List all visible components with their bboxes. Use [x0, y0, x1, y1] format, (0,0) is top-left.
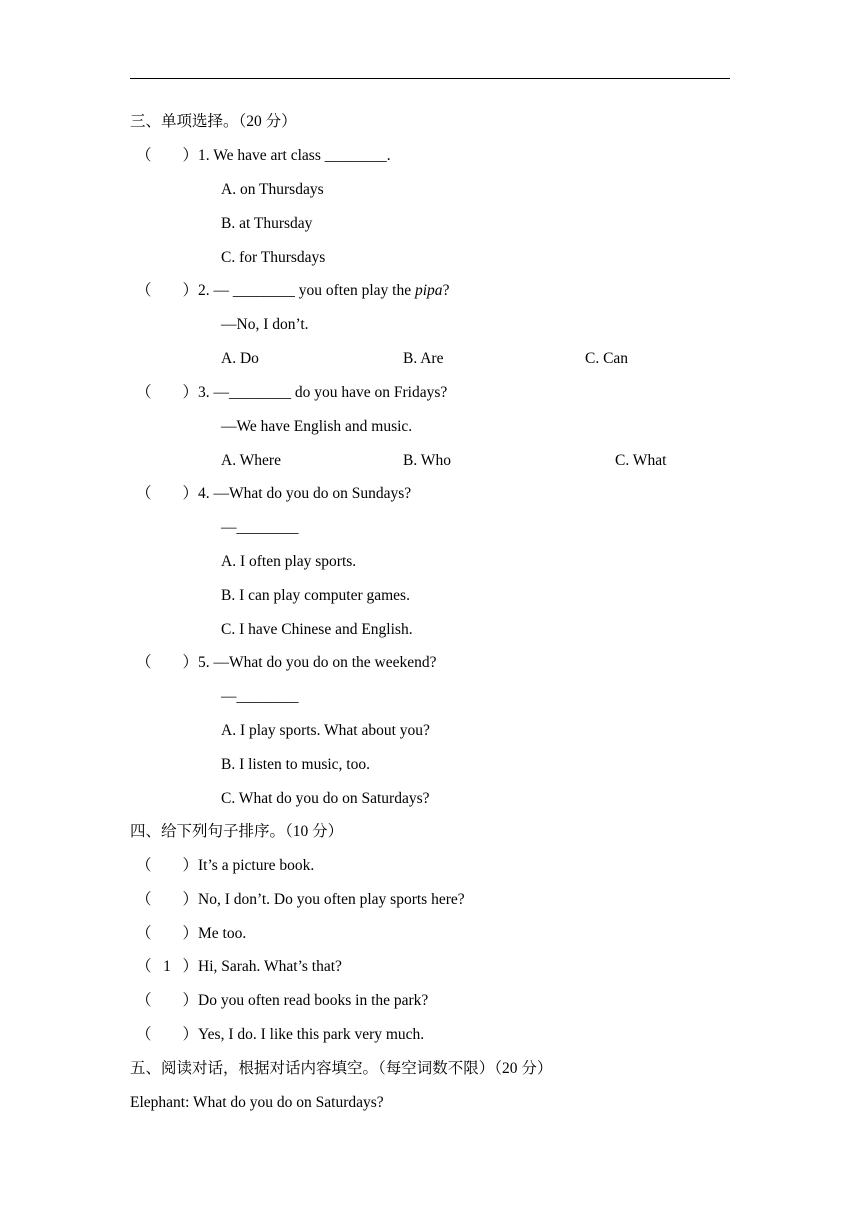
q3-reply: —We have English and music.	[221, 418, 413, 435]
question-text: 1. We have art class ________.	[198, 147, 391, 164]
q3-option-a: A. Where	[221, 452, 281, 469]
ordering-text: Yes, I do. I like this park very much.	[198, 1026, 425, 1043]
ordering-item	[136, 890, 465, 910]
dialogue-line: Elephant: What do you do on Saturdays?	[130, 1094, 384, 1111]
answer-bracket[interactable]: （ ）	[136, 282, 199, 299]
answer-bracket[interactable]: （ ）	[136, 147, 199, 164]
q3-option-c: C. What	[615, 452, 667, 469]
q2-option-c: C. Can	[585, 350, 629, 367]
order-bracket[interactable]: （ ）	[136, 925, 199, 942]
q4-option-b: B. I can play computer games.	[221, 587, 410, 604]
answer-bracket[interactable]: （ ）	[136, 654, 199, 671]
q2-option-a: A. Do	[221, 350, 259, 367]
q4-option-a: A. I often play sports.	[221, 553, 357, 570]
ordering-text: Me too.	[198, 925, 247, 942]
section-5-heading: 五、阅读对话，根据对话内容填空。（每空词数不限）（20 分）	[130, 1060, 553, 1077]
order-bracket[interactable]: （ ）	[136, 891, 199, 908]
ordering-text: No, I don’t. Do you often play sports here?	[198, 891, 465, 908]
ordering-item	[136, 991, 428, 1011]
header-rule	[130, 78, 730, 79]
q1-option-a: A. on Thursdays	[221, 181, 324, 198]
q2-reply: —No, I don’t.	[221, 316, 309, 333]
ordering-item	[136, 856, 314, 876]
question-text: 5. —What do you do on the weekend?	[198, 654, 437, 671]
order-bracket[interactable]: （ ）	[136, 992, 199, 1009]
ordering-text: It’s a picture book.	[198, 857, 315, 874]
question-text-pre: 2. — ________ you often play the	[198, 282, 415, 299]
q4-option-c: C. I have Chinese and English.	[221, 621, 413, 638]
answer-bracket[interactable]: （ ）	[136, 485, 199, 502]
q1-option-c: C. for Thursdays	[221, 249, 326, 266]
question-4	[136, 484, 411, 504]
order-bracket[interactable]: （ ）	[136, 857, 199, 874]
section-3-heading: 三、单项选择。（20 分）	[130, 113, 297, 130]
question-text: 3. —________ do you have on Fridays?	[198, 384, 448, 401]
q5-option-a: A. I play sports. What about you?	[221, 722, 430, 739]
q3-option-b: B. Who	[403, 452, 451, 469]
question-text-post: ?	[442, 282, 450, 299]
ordering-item	[136, 957, 342, 977]
order-bracket[interactable]: （ ）	[136, 1026, 199, 1043]
question-text-italic: pipa	[415, 282, 443, 299]
question-text: 4. —What do you do on Sundays?	[198, 485, 412, 502]
q4-reply: —________	[221, 519, 299, 536]
q2-option-b: B. Are	[403, 350, 444, 367]
ordering-item	[136, 924, 246, 944]
q5-reply: —________	[221, 688, 299, 705]
q5-option-b: B. I listen to music, too.	[221, 756, 370, 773]
answer-bracket[interactable]: （ ）	[136, 384, 199, 401]
question-2	[136, 281, 449, 301]
question-3	[136, 383, 447, 403]
question-5	[136, 653, 436, 673]
q5-option-c: C. What do you do on Saturdays?	[221, 790, 430, 807]
ordering-text: Do you often read books in the park?	[198, 992, 429, 1009]
ordering-item	[136, 1025, 424, 1045]
question-1	[136, 146, 391, 166]
q1-option-b: B. at Thursday	[221, 215, 313, 232]
ordering-text: Hi, Sarah. What’s that?	[198, 958, 342, 975]
order-bracket[interactable]: （ 1 ）	[136, 958, 199, 975]
section-4-heading: 四、给下列句子排序。（10 分）	[130, 823, 344, 840]
